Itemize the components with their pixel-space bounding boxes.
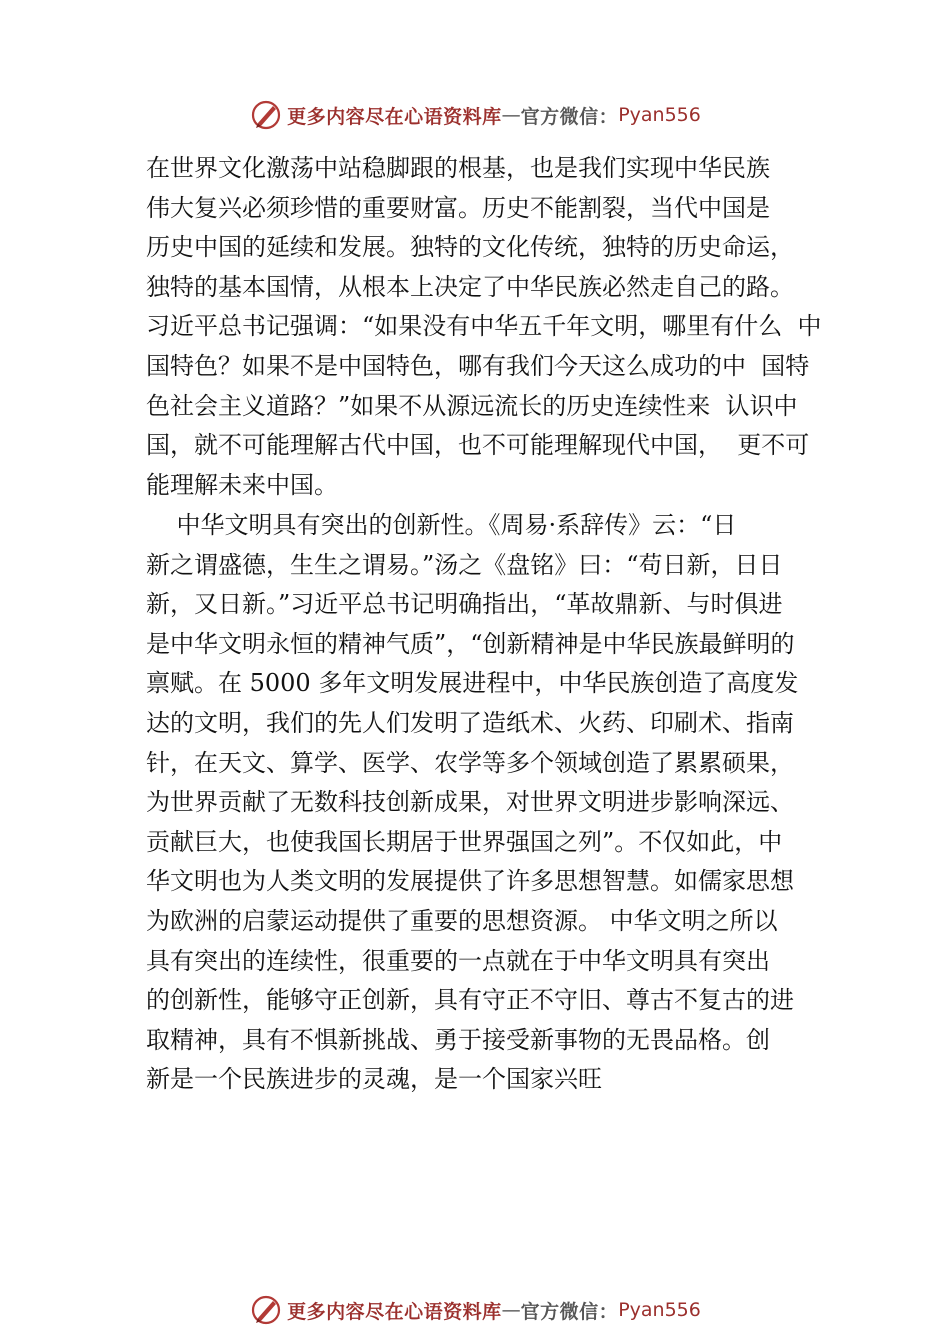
pen-logo-icon	[249, 1293, 283, 1327]
text-line: 国特色？如果不是中国特色，哪有我们今天这么成功的中 国特	[146, 351, 810, 380]
watermark-wechat-label: 官方微信：	[520, 105, 619, 128]
text-line: 达的文明，我们的先人们发明了造纸术、火药、印刷术、指南	[146, 708, 794, 737]
header-watermark	[0, 95, 950, 135]
text-line: 能理解未来中国。	[146, 470, 338, 499]
text-line: 为世界贡献了无数科技创新成果，对世界文明进步影响深远、	[146, 788, 794, 817]
text-line: 历史中国的延续和发展。独特的文化传统，独特的历史命运，	[146, 233, 794, 262]
text-line: 为欧洲的启蒙运动提供了重要的思想资源。 中华文明之所以	[146, 906, 778, 935]
watermark-wechat-id: Pyan556	[618, 104, 701, 126]
text-line: 中华文明具有突出的创新性。《周易·系辞传》云：“日	[146, 511, 737, 539]
watermark-separator: —	[501, 104, 521, 126]
text-line: 针，在天文、算学、医学、农学等多个领域创造了累累硕果，	[146, 748, 794, 777]
text-line: 在世界文化激荡中站稳脚跟的根基，也是我们实现中华民族	[146, 154, 770, 182]
text-line: 是中华文明永恒的精神气质”，“创新精神是中华民族最鲜明的	[146, 629, 795, 658]
text-line: 新，又日新。”习近平总书记明确指出，“革故鼎新、与时俱进	[146, 590, 783, 619]
text-line: 贡献巨大，也使我国长期居于世界强国之列”。不仅如此，中	[146, 827, 783, 856]
text-line: 国，就不可能理解古代中国，也不可能理解现代中国， 更不可	[146, 431, 810, 460]
paragraph-2	[146, 506, 836, 1100]
text-line: 具有突出的连续性，很重要的一点就在于中华文明具有突出	[146, 946, 770, 975]
paragraph-1	[146, 149, 836, 505]
watermark-brand: 更多内容尽在心语资料库	[287, 1300, 502, 1323]
pen-logo-icon	[249, 98, 283, 132]
text-line: 色社会主义道路？”如果不从源远流长的历史连续性来 认识中	[146, 391, 798, 420]
text-line: 的创新性，能够守正创新，具有守正不守旧、尊古不复古的进	[146, 986, 794, 1015]
text-line: 新是一个民族进步的灵魂，是一个国家兴旺	[146, 1065, 602, 1094]
text-line: 独特的基本国情，从根本上决定了中华民族必然走自己的路。	[146, 272, 794, 301]
text-line: 伟大复兴必须珍惜的重要财富。历史不能割裂，当代中国是	[146, 193, 770, 222]
text-line: 华文明也为人类文明的发展提供了许多思想智慧。如儒家思想	[146, 867, 794, 896]
watermark-wechat-id: Pyan556	[618, 1299, 701, 1321]
watermark-brand: 更多内容尽在心语资料库	[287, 105, 502, 128]
footer-watermark	[0, 1290, 950, 1330]
text-line: 新之谓盛德，生生之谓易。”汤之《盘铭》曰：“苟日新，日日	[146, 550, 783, 579]
text-line: 习近平总书记强调：“如果没有中华五千年文明，哪里有什么 中	[146, 312, 822, 341]
watermark-separator: —	[501, 1299, 521, 1321]
text-line: 禀赋。在 5000 多年文明发展进程中，中华民族创造了高度发	[146, 669, 799, 698]
text-line: 取精神，具有不惧新挑战、勇于接受新事物的无畏品格。创	[146, 1025, 770, 1054]
watermark-wechat-label: 官方微信：	[520, 1300, 619, 1323]
